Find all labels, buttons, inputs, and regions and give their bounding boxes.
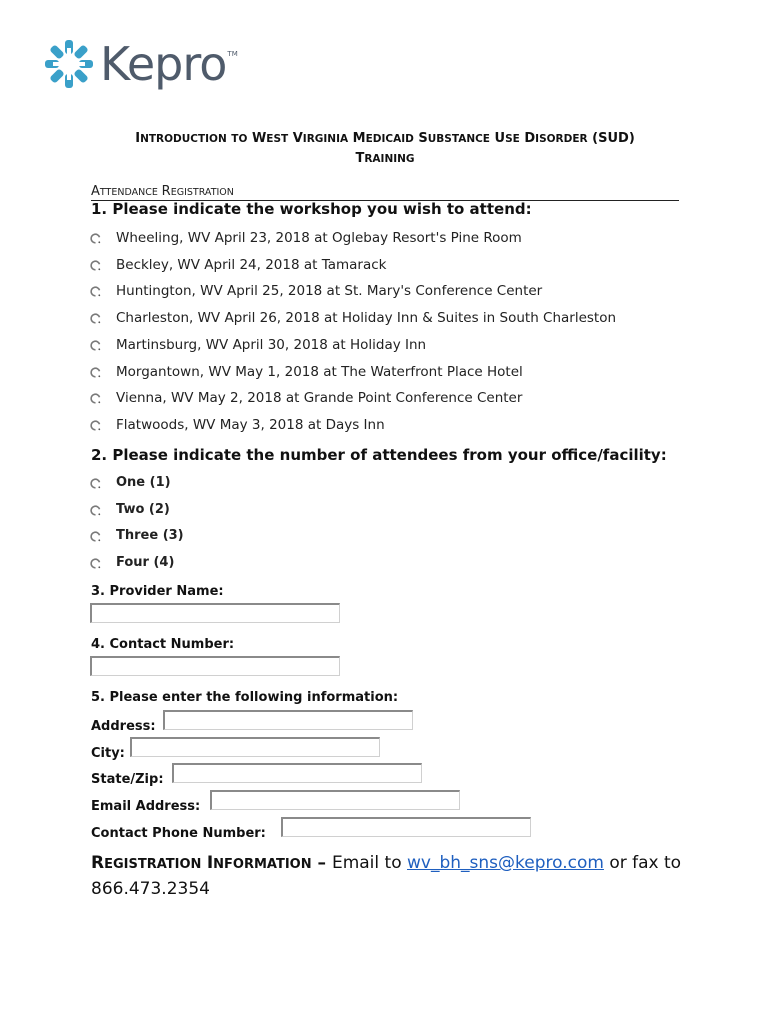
radio-button-icon[interactable] [90,474,101,485]
kepro-logo [44,36,238,92]
question-1-label: 1. Please indicate the workshop you wish to attend: [91,200,532,218]
city-label: City: [91,746,125,761]
title-line-2-text: TRAINING [355,151,415,166]
attendee-count-option-label: One (1) [116,475,171,490]
attendee-count-option-label: Four (4) [116,555,175,571]
workshop-option-label: Vienna, WV May 2, 2018 at Grande Point Conference Center [116,390,523,407]
registration-email-prefix: Email to [331,853,407,873]
contact-number-input[interactable] [90,656,340,676]
workshop-option-label: Wheeling, WV April 23, 2018 at Oglebay Resort's Pine Room [116,230,522,246]
radio-button-icon[interactable] [90,336,101,347]
radio-button-icon[interactable] [90,282,101,293]
address-input[interactable] [163,710,413,730]
title-line-1 [60,129,710,149]
address-label: Address: [91,719,156,734]
question-2-label: 2. Please indicate the number of attendees from your office/facility: [91,446,667,464]
contact-phone-input[interactable] [281,817,531,837]
workshop-option-label: Flatwoods, WV May 3, 2018 at Days Inn [116,416,385,433]
registration-email-link[interactable]: wv_bh_sns@kepro.com [407,853,604,873]
workshop-option-label: Morgantown, WV May 1, 2018 at The Waterfront Place Hotel [116,363,523,380]
title-line-1-text: INTRODUCTION TO WEST VIRGINIA MEDICAID SUBSTANCE USE DISORDER (SUD) [135,131,635,146]
attendee-count-option-label: Three (3) [116,528,184,544]
workshop-option-label: Martinsburg, WV April 30, 2018 at Holiday Inn [116,336,427,353]
brand-name: Kepro [100,37,227,91]
radio-button-icon[interactable] [90,527,101,538]
email-address-input[interactable] [210,790,460,810]
document-title [60,129,710,169]
radio-button-icon[interactable] [90,363,101,374]
workshop-option-label: Beckley, WV April 24, 2018 at Tamarack [116,256,387,273]
workshop-option-label: Huntington, WV April 25, 2018 at St. Mary's Conference Center [116,283,543,300]
section-heading-text: ATTENDANCE REGISTRATION [91,184,234,199]
kepro-x-mark-icon [44,39,94,89]
section-heading [91,184,679,201]
provider-name-input[interactable] [90,603,340,623]
registration-dash: – [311,853,332,873]
radio-button-icon[interactable] [90,256,101,267]
provider-name-label: 3. Provider Name: [91,584,224,599]
contact-number-label: 4. Contact Number: [91,637,235,652]
registration-fax-text: or fax to 866.473.2354 [91,853,682,899]
city-input[interactable] [130,737,380,757]
registration-heading: REGISTRATION INFORMATION [91,853,312,873]
email-address-label: Email Address: [91,799,201,814]
contact-phone-label: Contact Phone Number: [91,826,266,841]
trademark: TM [227,50,238,58]
radio-button-icon[interactable] [90,416,101,427]
registration-information [91,851,711,901]
radio-button-icon[interactable] [90,229,101,240]
attendee-count-option-label: Two (2) [116,501,170,517]
workshop-option-label: Charleston, WV April 26, 2018 at Holiday Inn & Suites in South Charleston [116,310,617,327]
state-zip-label: State/Zip: [91,772,164,787]
radio-button-icon[interactable] [90,501,101,512]
radio-button-icon[interactable] [90,309,101,320]
radio-button-icon[interactable] [90,389,101,400]
title-line-2 [60,149,710,169]
question-5-label: 5. Please enter the following information: [91,690,399,705]
state-zip-input[interactable] [172,763,422,783]
radio-button-icon[interactable] [90,554,101,565]
